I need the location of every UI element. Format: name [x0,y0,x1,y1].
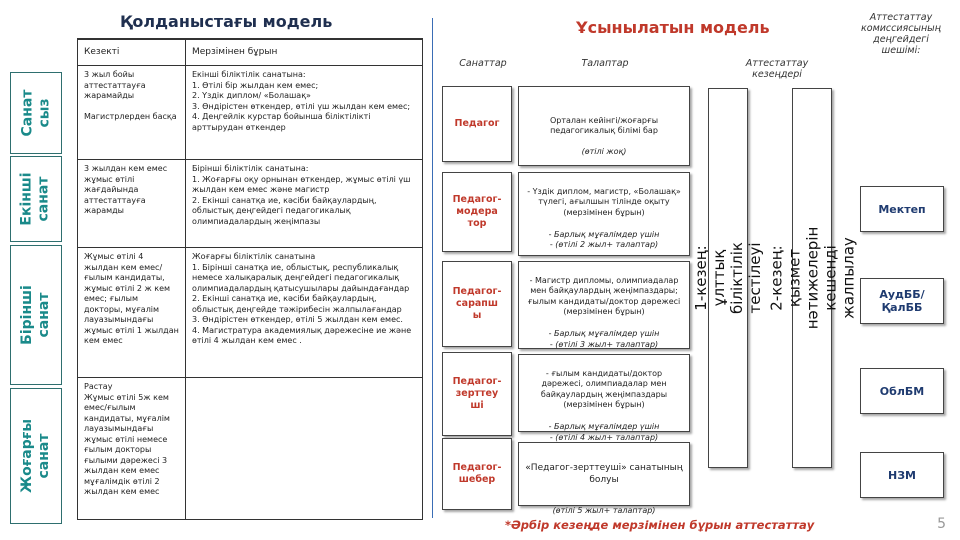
table-cell: Жұмыс өтілі 4 жылдан кем емес/ ғылым кандидаты, жұмыс өтілі 2 ж кем емес; ғылым докторы, мұғалім лауазымындағы жұмыс өтілі 1 жылдан кем емес [78,248,186,377]
requirement-text: Орталан кейінгі/жоғарғы педагогикалық білімі бар [549,115,659,135]
header-categories: Санаттар [459,58,507,69]
category-researcher: Педагог- зерттеу ші [442,352,512,436]
requirement-note: (өтілі 5 жыл+ талаптар) [552,506,656,515]
category-expert: Педагог- сарапш ы [442,261,512,347]
requirement-text: - Магистр дипломы, олимпиадалар мен байқаулардың жеңімпаздары; ғылым кандидаты/доктор дәрежесі (мерзімінен бұрын) [527,275,681,316]
decision-school: Мектеп [860,186,944,232]
page-number: 5 [937,516,946,532]
header-stages: Аттестаттау кезеңдері [745,58,809,80]
header-regular: Кезекті [78,40,186,65]
current-model-title: Қолданыстағы модель [120,12,333,31]
section-divider [432,18,433,518]
requirement-note: (өтілі жоқ) [581,147,627,156]
table-header-row [78,40,422,66]
stage-1-label: 1-кезең: ұлттық біліктілік тестілеуі [692,242,765,314]
proposed-model-title: Ұсынылатын модель [576,18,770,37]
tab-label: Бірінші санат [19,285,53,345]
decision-region: ОблБМ [860,368,944,414]
table-row [78,66,422,160]
table-row [78,378,422,520]
table-cell: Жоғарғы біліктілік санатына 1. Бірінші санатқа ие, облыстық, республикалық немесе халықаралық деңгейдегі педагогикалық олимпиадалардың қатысушылары дайындағандар 2. Екінші санатқа ие, кәсіби байқаулардың, облыстық деңгейде тәжірибесін жалпылағандар 3. Өндірістен өткендер, өтілі 5 жылдан кем емес. 4. Магистратура академиялық дәрежесіне ие және өтілі 4 жылдан кем емес . [192,252,412,345]
category-moderator: Педагог- модера тор [442,172,512,252]
table-cell: 3 жылдан кем емес жұмыс өтілі жағдайында аттестаттауға жарамды [78,160,186,247]
tab-first-category [10,245,62,385]
requirement-box [518,86,690,166]
category-pedagog: Педагог [442,86,512,162]
table-cell: 3 жыл бойы аттестаттауға жарамайды Магистрлерден басқа [78,66,186,159]
requirement-text: - Үздік диплом, магистр, «Болашақ» түлегі, ағылшын тілінде оқыту (мерзімінен бұрын) [527,186,681,217]
requirement-bullet: - (өтілі 2 жыл+ талаптар) [524,240,684,251]
table-cell: Екінші біліктілік санатына: 1. Өтілі бір жылдан кем емес; 2. Үздік диплом/ «Болашақ» 3. Өндірістен өткендер, өтілі үш жылдан кем емес; 4. Деңгейлік курстар бойынша біліктілікті арттырудан өткендер [192,70,411,132]
category-master: Педагог- шебер [442,438,512,510]
requirement-bullet: - Барлық мұғалімдер үшін [524,329,684,340]
tab-label: Санат сыз [19,89,52,137]
tab-no-category [10,72,62,154]
header-early: Мерзімінен бұрын [192,47,278,58]
requirement-text: - ғылым кандидаты/доктор дәрежесі, олимпиадалар мен байқаулардың жеңімпаздары (мерзімінен бұрын) [540,368,668,409]
requirement-bullet: - Барлық мұғалімдер үшін [524,230,684,241]
table-row [78,248,422,378]
stage-2-label: 2-кезең: қызмет нәтижелерін кешенді жалпылау [767,226,857,330]
current-model-table [77,38,423,520]
requirement-bullet: - (өтілі 3 жыл+ талаптар) [524,340,684,351]
requirement-bullet: - (өтілі 4 жыл+ талаптар) [524,433,684,444]
stage-1-bar [692,88,765,468]
header-requirements: Талаптар [581,58,629,69]
requirement-text: «Педагог-зерттеуші» санатының болуы [525,462,683,485]
footnote: *Әрбір кезеңде мерзімінен бұрын аттестаттау [505,518,815,532]
tab-label: Екінші санат [19,172,52,226]
requirement-box [518,442,690,515]
requirement-bullet: - Барлық мұғалімдер үшін [524,422,684,433]
requirement-box [518,261,690,349]
table-cell [186,378,422,520]
table-row [78,160,422,248]
header-commission: Аттестаттау комиссиясының деңгейдегі шешімі: [861,12,941,56]
requirement-box [518,354,690,442]
table-cell: Бірінші біліктілік санатына: 1. Жоғарғы оқу орнынан өткендер, жұмыс өтілі үш жылдан кем емес және магистр 2. Екінші санатқа ие, кәсіби байқаулардың, облыстық деңгейдегі педагогикалық олимпиадалардың жеңімпазы [192,164,411,226]
table-cell: Растау Жұмыс өтілі 5ж кем емес/ғылым кандидаты, мұғалім лауазымындағы жұмыс өтілі немесе ғылым докторы ғылыми дәрежесі 3 жылдан кем емес мұғалімдік өтілі 2 жылдан кем емес [78,378,186,520]
tab-second-category [10,156,62,242]
decision-district: АудББ/ ҚалББ [860,278,944,324]
tab-label: Жоғарғы санат [19,418,52,494]
decision-nis: НЗМ [860,452,944,498]
requirement-box [518,172,690,256]
tab-highest-category [10,388,62,524]
stage-2-bar [767,88,857,468]
